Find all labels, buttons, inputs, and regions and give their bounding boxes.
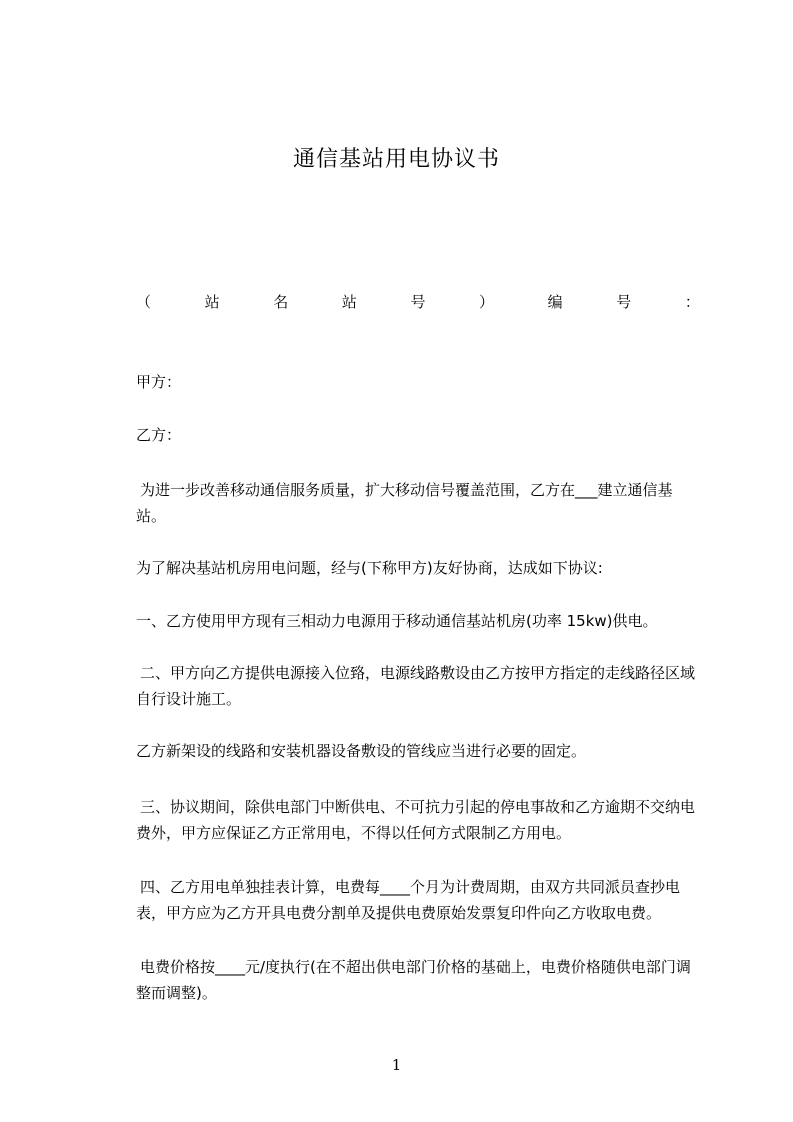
station-line-char: （ <box>136 293 152 311</box>
station-line-char: 号 <box>616 293 632 311</box>
clause-4: 四、乙方用电单独挂表计算，电费每____个月为计费周期，由双方共同派员查抄电表，甲方应为乙方开具电费分割单及提供电费原始发票复印件向乙方收取电费。 <box>136 878 681 922</box>
station-line-char: ） <box>479 293 495 311</box>
price-paragraph: 电费价格按____元/度执行(在不超出供电部门价格的基础上，电费价格随供电部门调整而调整)。 <box>136 958 691 1002</box>
clause-2: 二、甲方向乙方提供电源接入位臵，电源线路敷设由乙方按甲方指定的走线路径区域自行设计施工。 <box>136 664 696 708</box>
station-line-char: 名 <box>273 293 289 311</box>
station-line-char: 号 <box>410 293 426 311</box>
page-number: 1 <box>391 1056 402 1074</box>
intro-paragraph: 为进一步改善移动通信服务质量，扩大移动信号覆盖范围，乙方在___建立通信基站。 <box>136 481 673 525</box>
preamble-paragraph: 为了解决基站机房用电问题，经与(下称甲方)友好协商，达成如下协议: <box>136 559 603 577</box>
party-a-label: 甲方： <box>136 373 182 391</box>
station-line-char: ： <box>684 293 700 311</box>
station-number-line <box>136 291 700 312</box>
clause-1: 一、乙方使用甲方现有三相动力电源用于移动通信基站机房(功率 15kw)供电。 <box>136 612 658 630</box>
document-title: 通信基站用电协议书 <box>292 147 500 172</box>
station-line-char: 站 <box>204 293 220 311</box>
station-line-char: 编 <box>547 293 563 311</box>
party-b-label: 乙方： <box>136 426 182 444</box>
clause-3: 三、协议期间，除供电部门中断供电、不可抗力引起的停电事故和乙方逾期不交纳电费外，甲方应保证乙方正常用电，不得以任何方式限制乙方用电。 <box>136 798 696 842</box>
clause-2-note: 乙方新架设的线路和安装机器设备敷设的管线应当进行必要的固定。 <box>136 742 587 760</box>
station-line-char: 站 <box>341 293 357 311</box>
